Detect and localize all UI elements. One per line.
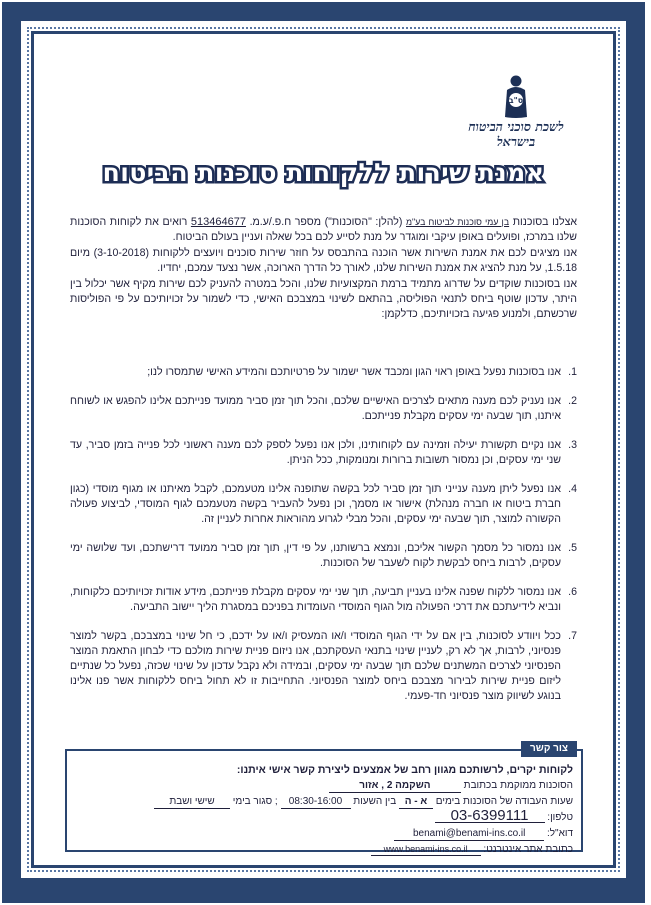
- logo-text-line1: לשכת סוכני הביטוח: [468, 119, 564, 134]
- intro-paragraph-2: אנו מציגים לכם את אמנת השירות אשר הוכנה בהתבסס על חוזר שירות סוכנים ויועצים ללקוחות (3-10-2018) מיום 1.5.18, על מנת להציג את אמנת השירות שלנו, לאורך כל הדרך הארוכה, אשר נצעד עמכם, יחדיו.: [70, 247, 577, 274]
- intro-prefix: אצלנו בסוכנות: [512, 216, 578, 228]
- hours-value: 08:30-16:00: [281, 796, 351, 809]
- shield-emblem-icon: [499, 73, 533, 119]
- list-item: [70, 365, 577, 380]
- agency-number: 513464677: [190, 216, 246, 228]
- address-label: הסוכנות ממוקמת בכתובת: [463, 780, 573, 791]
- list-item-text: אנו נמסור ללקוח שפנה אלינו בעניין תביעה, תוך שני ימי עסקים מקבלת פנייתכם, מידע אודות זכויותיכם כלקוחות, ונביא לידיעתכם את דרכי הפעולה מול הגוף המוסדי העומדות בפניכם במסגרת הליך יישוב התביעה.: [70, 586, 561, 613]
- commitments-list: [70, 365, 577, 704]
- intro-paragraph-1: [70, 215, 577, 245]
- document-content: [35, 35, 612, 864]
- list-item-number: 2.: [568, 395, 577, 407]
- email-label: דוא"ל:: [546, 828, 573, 839]
- list-item-number: 5.: [568, 542, 577, 554]
- intro-suffix: רואים את לקוחות הסוכנות שלנו במרכז, ופועלים באופן עיקבי ומוגדר על מנת לסייע לכם בכל שאלה ועניין בעולם הביטוח.: [70, 216, 577, 243]
- email-value[interactable]: benami@benami-ins.co.il: [394, 828, 544, 841]
- address-row: [75, 778, 573, 794]
- page-title: אמנת שירות ללקוחות סוכנות הביטוח: [102, 158, 545, 187]
- closed-label: ; סגור בימי: [232, 796, 278, 807]
- website-label: כתובת אתר אינטרנט:: [483, 844, 573, 855]
- list-item-number: 3.: [568, 439, 577, 451]
- association-logo: [456, 73, 576, 149]
- list-item-text: אנו נעניק לכם מענה מתאים לצרכים האישיים שלכם, והכל תוך זמן סביר ממועד פנייתכם אלינו להפגש או לשוחח איתנו, תוך שבעה ימי עסקים מקבלת פנייתכם.: [70, 395, 561, 422]
- list-item-number: 4.: [568, 483, 577, 495]
- contact-details: [75, 762, 573, 858]
- list-item: [70, 629, 577, 704]
- contact-tab-label: צור קשר: [521, 741, 577, 757]
- intro-paragraph-3: אנו בסוכנות שוקדים על שדרוג מתמיד ברמת המקצועיות שלנו, והכל במטרה להעניק לכם שירות מקיף אשר יכלול בין היתר, עדכון שוטף ביחס לתנאי הפוליסה, בהתאם לשינוי במצבכם האישי, כדי לשמור על זכויותיכם על פי הפוליסות שרכשתם, ולמנוע פגיעה בזכויותיכם, כדלקמן:: [70, 278, 577, 320]
- intro-section: [70, 215, 577, 323]
- list-item-text: אנו נפעל ליתן מענה ענייני תוך זמן סביר לכל בקשה שתופנה אלינו מטעמכם, לקבל מאיתנו או מגוף מוסדי (כגון חברת ביטוח או חברה מנהלת) אישור או מסמך, וכן נפעל להעביר בקשה מטעמכם לגוף המוסדי, לביצוע פעולה הקשורה למוצר, תוך שבעה ימי עסקים, והכל מבלי לגרוע מהוראות אחרות לעניין זה.: [70, 483, 561, 525]
- list-item-text: אנו נמסור כל מסמך הקשור אליכם, ונמצא ברשותנו, על פי דין, תוך זמן סביר ממועד דרישתכם, ועד שלושה ימי עסקים, לרבות ביחס לבקשת לקוח לשעבר של הסוכנות.: [70, 542, 561, 569]
- address-value: השקמה 2 , אזור: [329, 780, 461, 793]
- list-item: [70, 394, 577, 424]
- logo-text-line2: בישראל: [496, 134, 536, 149]
- website-value[interactable]: www.benami-ins.co.il: [371, 843, 481, 856]
- svg-text:ס"ב: ס"ב: [508, 96, 524, 105]
- phone-value[interactable]: 03-6399111: [435, 810, 545, 823]
- list-item: [70, 438, 577, 468]
- intro-mid: (להלן: "הסוכנות") מספר ח.פ./ע.מ.: [249, 216, 403, 228]
- closed-days-value: שישי ושבת: [154, 796, 230, 809]
- list-item: [70, 482, 577, 527]
- hours-label: שעות העבודה של הסוכנות בימים: [435, 796, 573, 807]
- page-border-gap: [21, 21, 626, 878]
- list-item-number: 7.: [568, 630, 577, 642]
- list-item-number: 6.: [568, 586, 577, 598]
- list-item: [70, 585, 577, 615]
- between-label: בין השעות: [353, 796, 397, 807]
- agency-name: בן עמי סוכנות לביטוח בע"מ: [406, 217, 510, 227]
- website-row: [75, 842, 573, 858]
- list-item-text: אנו בסוכנות נפעל באופן ראוי הגון ומכבד אשר ישמור על פרטיותכם והמידע האישי שתמסרו לנו;: [147, 366, 561, 378]
- phone-label: טלפון:: [547, 812, 573, 823]
- outer-frame: [2, 2, 645, 903]
- phone-row: [75, 807, 573, 826]
- email-row: [75, 826, 573, 842]
- list-item-text: ככל ויוודע לסוכנות, בין אם על ידי הגוף המוסדי ו/או המעסיק ו/או על ידכם, כי חל שינוי במצבכם, בקשר למוצר פנסיוני, לרבות, אך לא רק, לעניין שינוי בתנאי העסקתכם, אנו ניזום פניית שירות מולכם כדי לבחון התאמת המוצר הפנסיוני לצרכים המשתנים שלכם תוך שבעה ימי עסקים, ובמידה ולא נקבל עדכון על שינוי שכזה, נפעל כל שנתיים ליזום פניית שירות לבירור מצבכם ביחס למוצר הפנסיוני. התחייבות זו לא תחול ביחס ללקוחות אשר פנו אלינו בנוגע לשיווק מוצר פנסיוני חד-פעמי.: [70, 630, 561, 702]
- contact-heading: לקוחות יקרים, לרשותכם מגוון רחב של אמצעים ליצירת קשר אישי איתנו:: [236, 764, 573, 776]
- list-item: [70, 541, 577, 571]
- list-item-number: 1.: [568, 366, 577, 378]
- contact-box: [65, 743, 583, 855]
- days-value: א - ה: [399, 796, 433, 809]
- list-item-text: אנו נקיים תקשורת יעילה וזמינה עם לקוחותינו, ולכן אנו נפעל לספק לכם מענה ראשוני לכל פנייה בזמן סביר, עד שני ימי עסקים, וכן נמסור תשובות ברורות ומנומקות, ככל הניתן.: [70, 439, 561, 466]
